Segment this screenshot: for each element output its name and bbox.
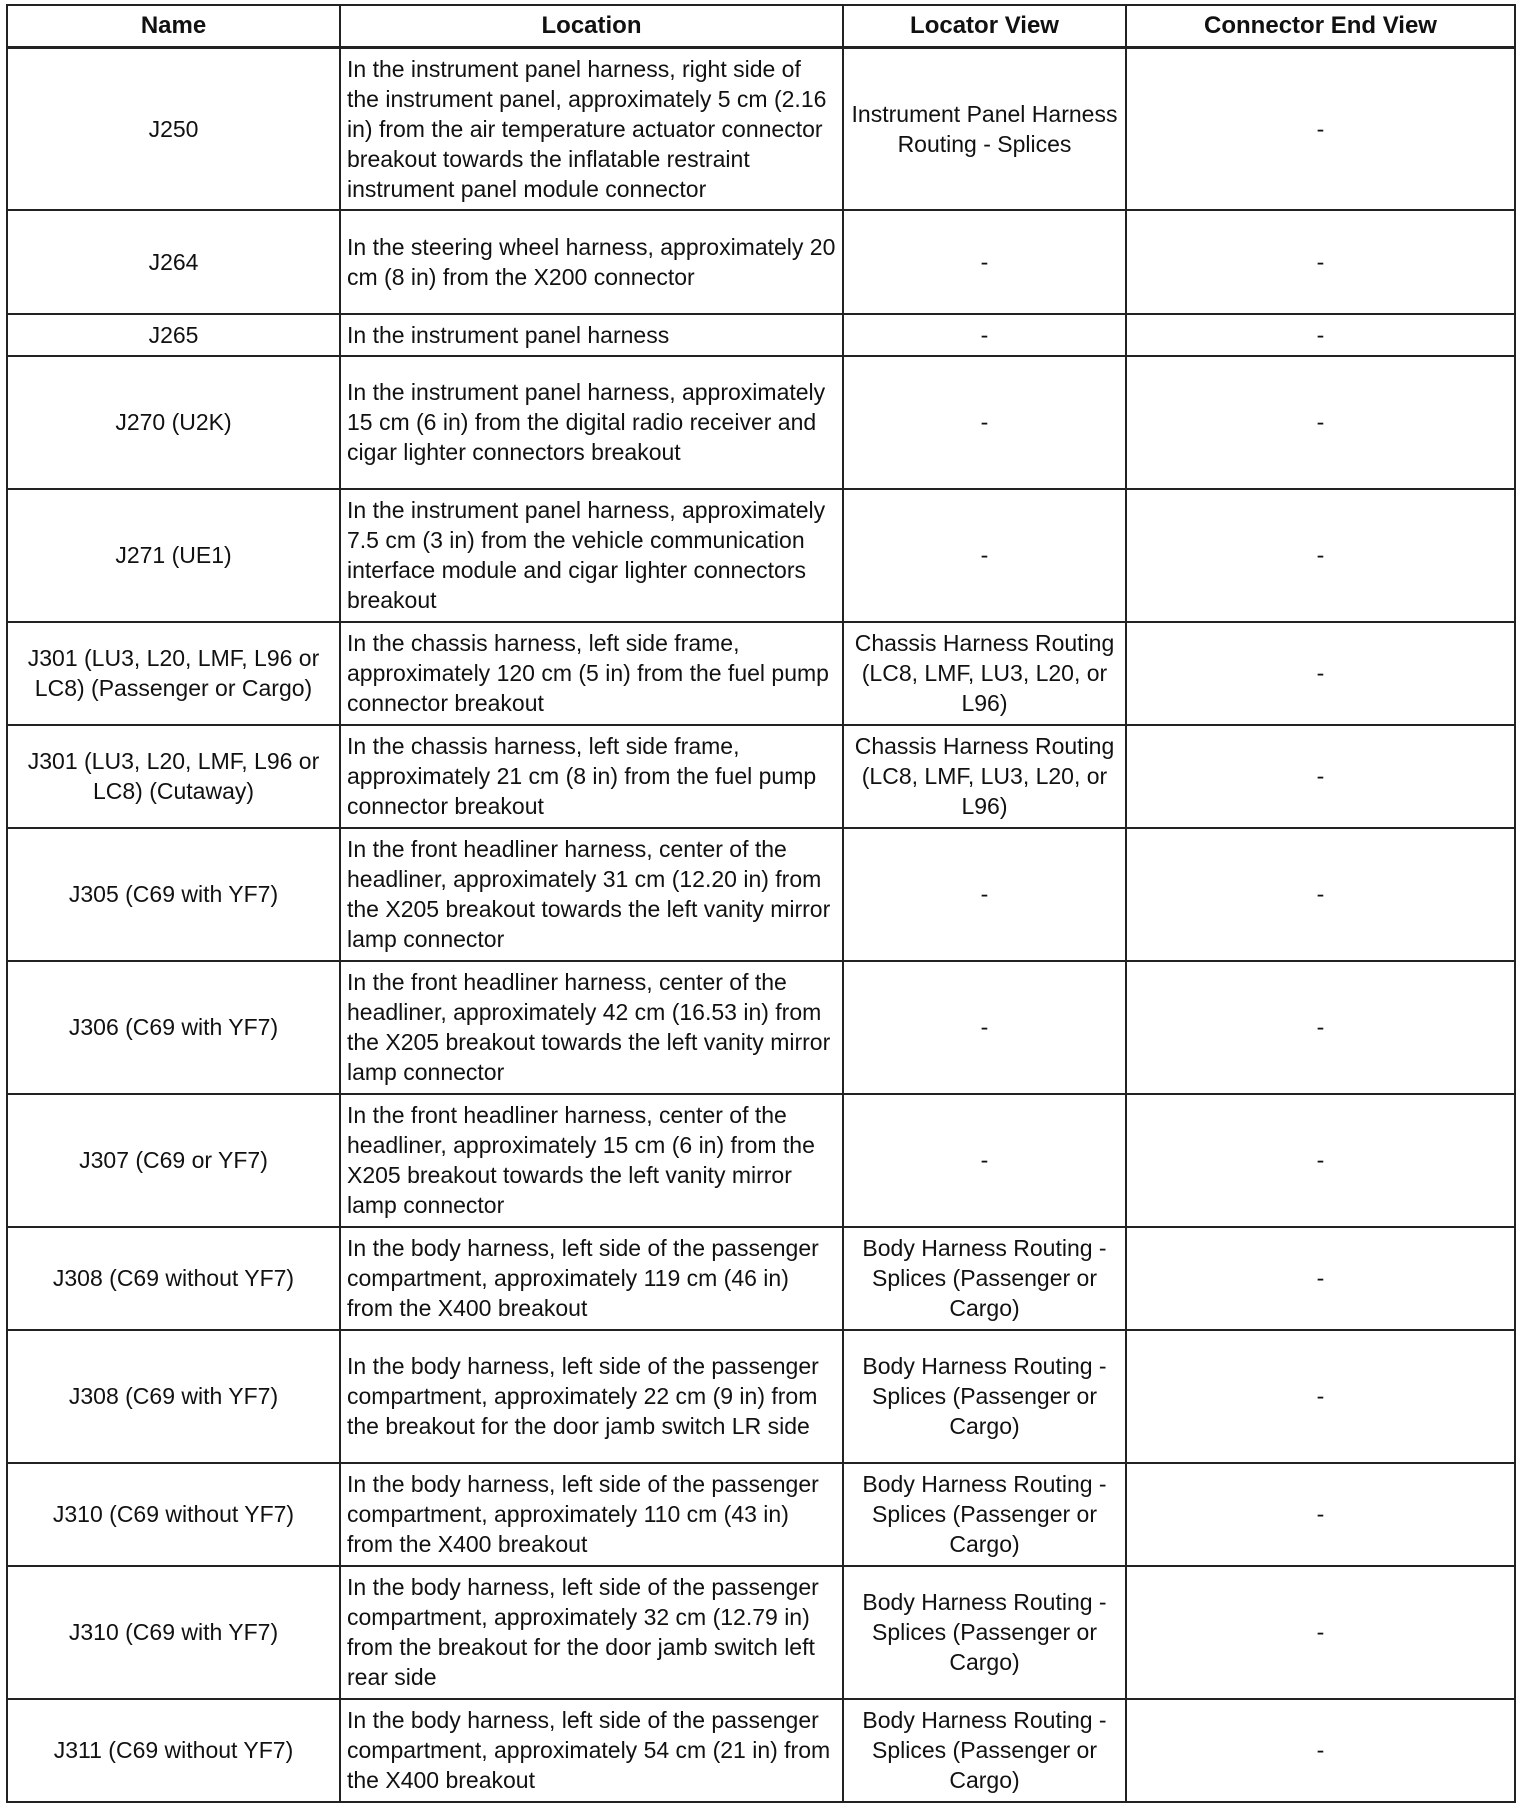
splice-name: J310 (C69 without YF7): [7, 1463, 340, 1566]
splice-location: In the steering wheel harness, approximately 20 cm (8 in) from the X200 connector: [340, 210, 843, 314]
locator-view: Chassis Harness Routing (LC8, LMF, LU3, L20, or L96): [843, 622, 1126, 725]
splice-name: J301 (LU3, L20, LMF, L96 or LC8) (Cutaway): [7, 725, 340, 828]
splice-location: In the body harness, left side of the passenger compartment, approximately 54 cm (21 in) from the X400 breakout: [340, 1699, 843, 1802]
splice-location-table: [6, 4, 1516, 1803]
connector-end-view: -: [1126, 489, 1515, 622]
splice-location: In the body harness, left side of the passenger compartment, approximately 32 cm (12.79 in) from the breakout for the door jamb switch left rear side: [340, 1566, 843, 1699]
table-row: [7, 725, 1515, 828]
locator-view: -: [843, 1094, 1126, 1227]
connector-end-view: -: [1126, 48, 1515, 210]
connector-end-view: -: [1126, 1227, 1515, 1330]
connector-end-view: -: [1126, 1566, 1515, 1699]
splice-location: In the body harness, left side of the passenger compartment, approximately 110 cm (43 in) from the X400 breakout: [340, 1463, 843, 1566]
table-row: [7, 210, 1515, 314]
locator-view: Body Harness Routing - Splices (Passenger or Cargo): [843, 1699, 1126, 1802]
locator-view: -: [843, 314, 1126, 356]
splice-name: J307 (C69 or YF7): [7, 1094, 340, 1227]
header-locator-view: Locator View: [843, 5, 1126, 48]
header-name: Name: [7, 5, 340, 48]
table-row: [7, 1463, 1515, 1566]
header-connector-end-view: Connector End View: [1126, 5, 1515, 48]
table-row: [7, 828, 1515, 961]
table-row: [7, 356, 1515, 489]
locator-view: -: [843, 961, 1126, 1094]
locator-view: -: [843, 356, 1126, 489]
locator-view: Body Harness Routing - Splices (Passenger or Cargo): [843, 1330, 1126, 1463]
splice-name: J308 (C69 without YF7): [7, 1227, 340, 1330]
header-location: Location: [340, 5, 843, 48]
splice-location: In the body harness, left side of the passenger compartment, approximately 119 cm (46 in) from the X400 breakout: [340, 1227, 843, 1330]
locator-view: -: [843, 828, 1126, 961]
splice-name: J250: [7, 48, 340, 210]
table-row: [7, 1566, 1515, 1699]
splice-location: In the instrument panel harness, approximately 7.5 cm (3 in) from the vehicle communication interface module and cigar lighter connectors breakout: [340, 489, 843, 622]
locator-view: Body Harness Routing - Splices (Passenger or Cargo): [843, 1227, 1126, 1330]
splice-location: In the instrument panel harness, right side of the instrument panel, approximately 5 cm (2.16 in) from the air temperature actuator connector breakout towards the inflatable restraint instrument panel module connector: [340, 48, 843, 210]
splice-name: J310 (C69 with YF7): [7, 1566, 340, 1699]
splice-name: J311 (C69 without YF7): [7, 1699, 340, 1802]
connector-end-view: -: [1126, 725, 1515, 828]
locator-view: -: [843, 489, 1126, 622]
table-row: [7, 489, 1515, 622]
splice-location: In the front headliner harness, center of the headliner, approximately 15 cm (6 in) from the X205 breakout towards the left vanity mirror lamp connector: [340, 1094, 843, 1227]
table-row: [7, 1699, 1515, 1802]
connector-end-view: -: [1126, 356, 1515, 489]
locator-view: Instrument Panel Harness Routing - Splices: [843, 48, 1126, 210]
splice-name: J264: [7, 210, 340, 314]
splice-location: In the body harness, left side of the passenger compartment, approximately 22 cm (9 in) from the breakout for the door jamb switch LR side: [340, 1330, 843, 1463]
splice-name: J305 (C69 with YF7): [7, 828, 340, 961]
locator-view: Body Harness Routing - Splices (Passenger or Cargo): [843, 1566, 1126, 1699]
splice-name: J306 (C69 with YF7): [7, 961, 340, 1094]
table-row: [7, 1330, 1515, 1463]
splice-location: In the instrument panel harness: [340, 314, 843, 356]
connector-end-view: -: [1126, 961, 1515, 1094]
header-row: [7, 5, 1515, 48]
table-row: [7, 961, 1515, 1094]
locator-view: -: [843, 210, 1126, 314]
connector-end-view: -: [1126, 622, 1515, 725]
splice-location: In the chassis harness, left side frame, approximately 120 cm (5 in) from the fuel pump connector breakout: [340, 622, 843, 725]
connector-end-view: -: [1126, 1094, 1515, 1227]
connector-end-view: -: [1126, 1699, 1515, 1802]
splice-name: J265: [7, 314, 340, 356]
splice-name: J271 (UE1): [7, 489, 340, 622]
table-row: [7, 1094, 1515, 1227]
connector-end-view: -: [1126, 1330, 1515, 1463]
connector-end-view: -: [1126, 210, 1515, 314]
table-row: [7, 622, 1515, 725]
connector-end-view: -: [1126, 828, 1515, 961]
splice-location: In the front headliner harness, center of the headliner, approximately 31 cm (12.20 in) from the X205 breakout towards the left vanity mirror lamp connector: [340, 828, 843, 961]
locator-view: Body Harness Routing - Splices (Passenger or Cargo): [843, 1463, 1126, 1566]
table-row: [7, 1227, 1515, 1330]
connector-end-view: -: [1126, 1463, 1515, 1566]
table-row: [7, 314, 1515, 356]
locator-view: Chassis Harness Routing (LC8, LMF, LU3, L20, or L96): [843, 725, 1126, 828]
splice-location: In the front headliner harness, center of the headliner, approximately 42 cm (16.53 in) from the X205 breakout towards the left vanity mirror lamp connector: [340, 961, 843, 1094]
table-row: [7, 48, 1515, 210]
connector-end-view: -: [1126, 314, 1515, 356]
splice-location: In the chassis harness, left side frame, approximately 21 cm (8 in) from the fuel pump connector breakout: [340, 725, 843, 828]
splice-name: J308 (C69 with YF7): [7, 1330, 340, 1463]
splice-name: J301 (LU3, L20, LMF, L96 or LC8) (Passenger or Cargo): [7, 622, 340, 725]
splice-location: In the instrument panel harness, approximately 15 cm (6 in) from the digital radio receiver and cigar lighter connectors breakout: [340, 356, 843, 489]
splice-name: J270 (U2K): [7, 356, 340, 489]
